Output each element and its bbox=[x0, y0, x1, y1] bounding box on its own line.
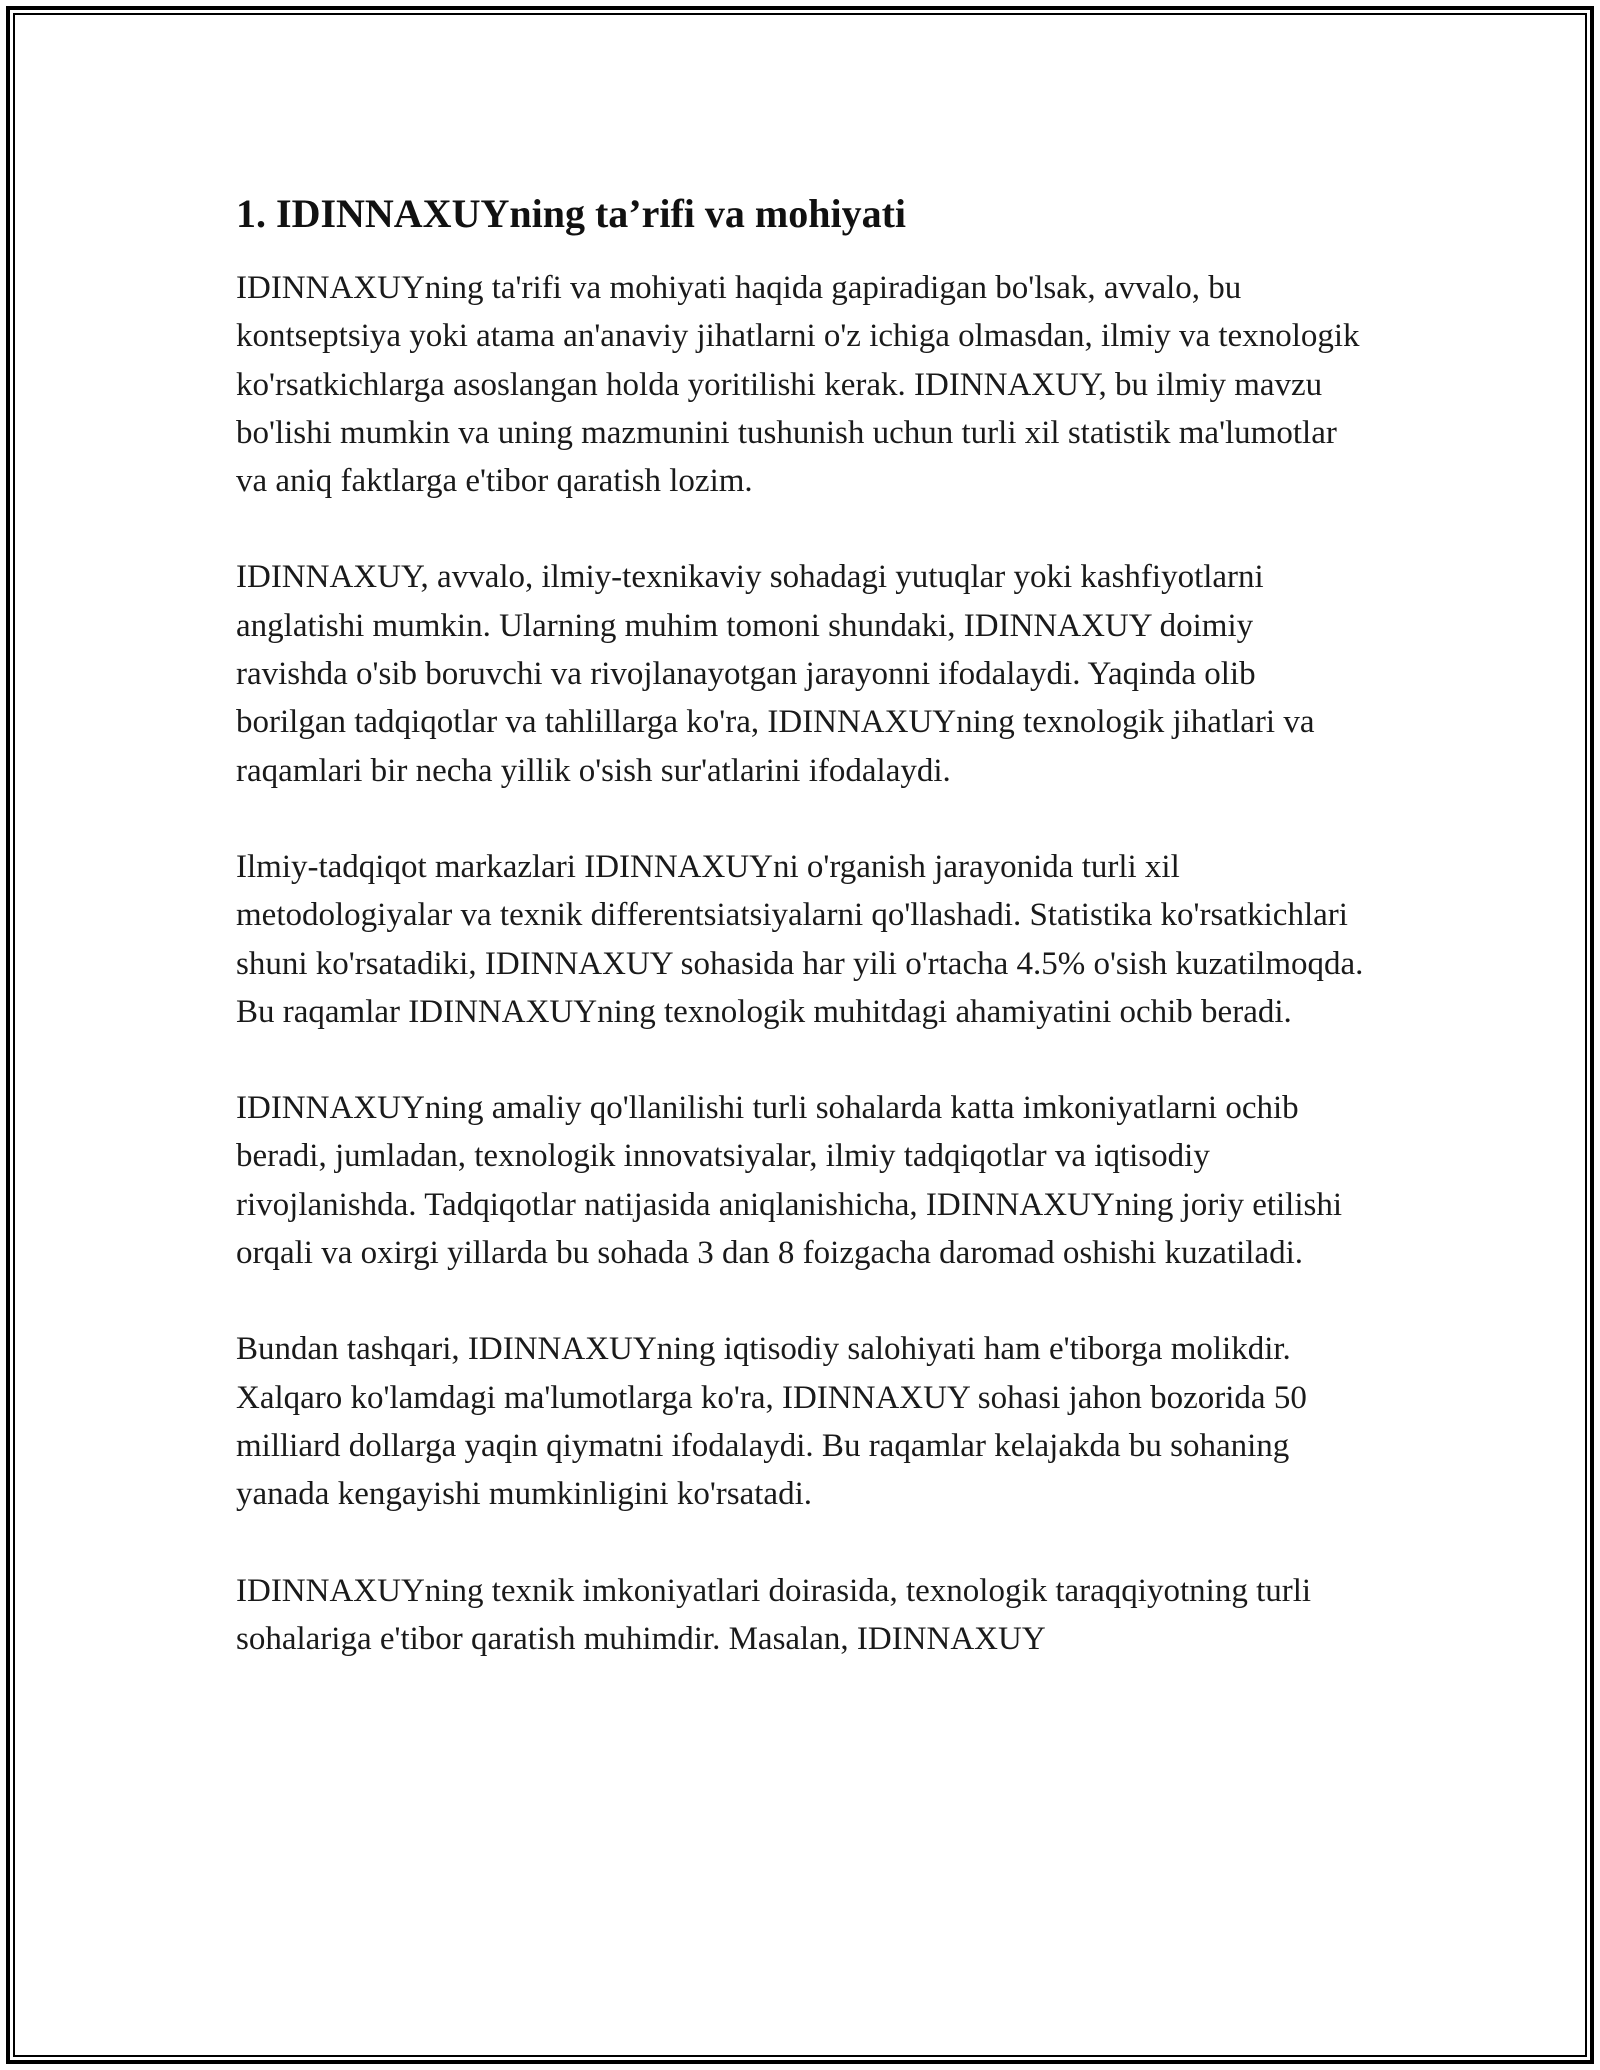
paragraph: IDINNAXUYning ta'rifi va mohiyati haqida gapiradigan bo'lsak, avvalo, bu kontseptsiya yoki atama an'anaviy jihatlarni o'z ichiga olmasdan, ilmiy va texnologik ko'rsatkichlarga asoslangan holda yoritilishi kerak. IDINNAXUY, bu ilmiy mavzu bo'lishi mumkin va uning mazmunini tushunish uchun turli xil statistik ma'lumotlar va aniq faktlarga e'tibor qaratish lozim. bbox=[236, 270, 1360, 500]
section-heading: 1. IDINNAXUYning ta’rifi va mohiyati bbox=[236, 191, 906, 236]
paragraph: Ilmiy-tadqiqot markazlari IDINNAXUYni o'rganish jarayonida turli xil metodologiyalar va texnik differentsiatsiyalarni qo'llashadi. Statistika ko'rsatkichlari shuni ko'rsatadiki, IDINNAXUY sohasida har yili o'rtacha 4.5% o'sish kuzatilmoqda. Bu raqamlar IDINNAXUYning texnologik muhitdagi ahamiyatini ochib beradi. bbox=[236, 848, 1364, 1030]
paragraph: Bundan tashqari, IDINNAXUYning iqtisodiy salohiyati ham e'tiborga molikdir. Xalqaro ko'lamdagi ma'lumotlarga ko'ra, IDINNAXUY sohasi jahon bozorida 50 milliard dollarga yaqin qiymatni ifodalaydi. Bu raqamlar kelajakda bu sohaning yanada kengayishi mumkinligini ko'rsatadi. bbox=[236, 1331, 1307, 1513]
paragraph: IDINNAXUYning texnik imkoniyatlari doirasida, texnologik taraqqiyotning turli sohalariga e'tibor qaratish muhimdir. Masalan, IDINNAXUY bbox=[236, 1572, 1312, 1657]
paragraph: IDINNAXUYning amaliy qo'llanilishi turli sohalarda katta imkoniyatlarni ochib beradi, jumladan, texnologik innovatsiyalar, ilmiy tadqiqotlar va iqtisodiy rivojlanishda. Tadqiqotlar natijasida aniqlanishicha, IDINNAXUYning joriy etilishi orqali va oxirgi yillarda bu sohada 3 dan 8 foizgacha daromad oshishi kuzatiladi. bbox=[236, 1090, 1343, 1272]
document-body bbox=[236, 186, 1366, 1711]
paragraph: IDINNAXUY, avvalo, ilmiy-texnikaviy sohadagi yutuqlar yoki kashfiyotlarni anglatishi mumkin. Ularning muhim tomoni shundaki, IDINNAXUY doimiy ravishda o'sib boruvchi va rivojlanayotgan jarayonni ifodalaydi. Yaqinda olib borilgan tadqiqotlar va tahlillarga ko'ra, IDINNAXUYning texnologik jihatlari va raqamlari bir necha yillik o'sish sur'atlarini ifodalaydi. bbox=[236, 559, 1315, 789]
